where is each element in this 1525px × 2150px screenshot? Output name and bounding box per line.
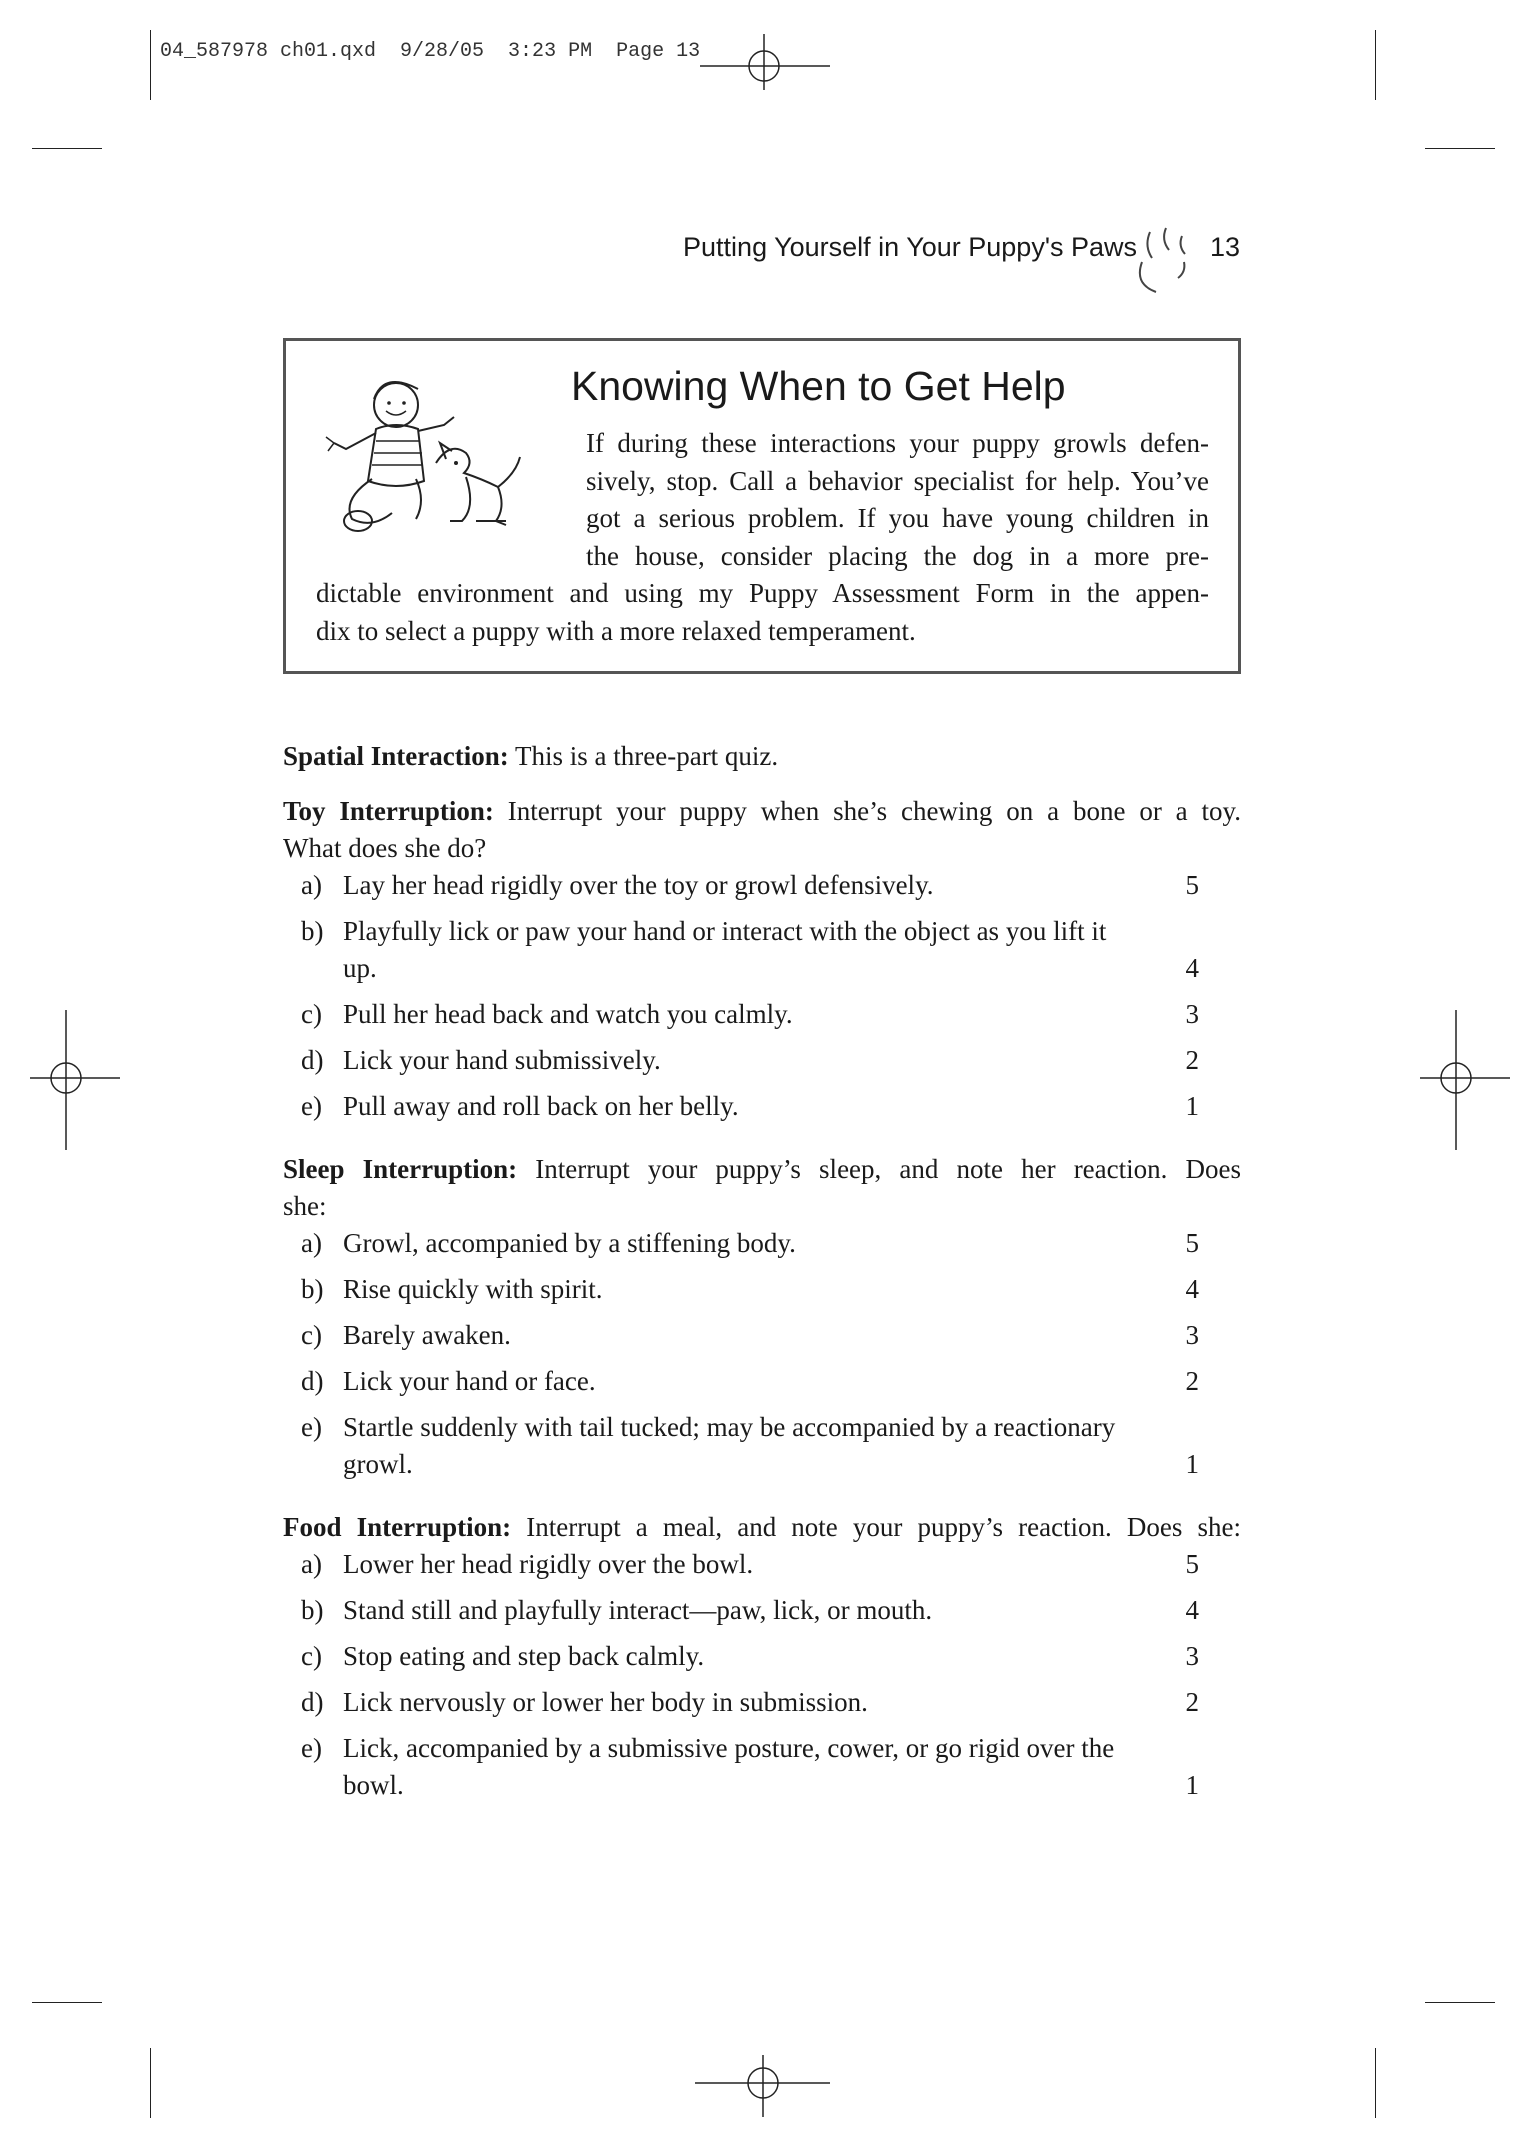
section-heading bbox=[283, 1509, 1241, 1546]
choice-item bbox=[283, 1042, 1241, 1079]
section-heading bbox=[283, 793, 1241, 867]
help-box-line: got a serious problem. If you have young children in bbox=[586, 503, 1209, 533]
section-heading bbox=[283, 1151, 1241, 1225]
choice-score: 1 bbox=[1185, 1091, 1199, 1121]
choice-item bbox=[283, 1638, 1241, 1675]
choice-score: 5 bbox=[1185, 1549, 1199, 1579]
help-sidebar-box bbox=[283, 338, 1241, 674]
choice-item bbox=[283, 996, 1241, 1033]
printer-slug: 04_587978 ch01.qxd 9/28/05 3:23 PM Page 13 bbox=[160, 40, 701, 63]
choice-score: 4 bbox=[1185, 1595, 1199, 1625]
choice-letter: c) bbox=[301, 1320, 322, 1350]
registration-mark-icon bbox=[30, 1010, 120, 1150]
registration-mark-icon bbox=[695, 2055, 830, 2117]
crop-mark bbox=[150, 30, 151, 100]
section-label: Sleep Interruption: bbox=[283, 1154, 518, 1184]
choice-list bbox=[283, 1225, 1241, 1483]
choice-text: Stop eating and step back calmly. bbox=[343, 1641, 705, 1671]
choice-score: 2 bbox=[1185, 1366, 1199, 1396]
choice-item bbox=[283, 1546, 1241, 1583]
crop-mark bbox=[32, 148, 102, 149]
spatial-interaction-text: This is a three-part quiz. bbox=[508, 741, 779, 771]
spatial-interaction-label: Spatial Interaction: bbox=[283, 741, 509, 771]
choice-text: Lay her head rigidly over the toy or growl defensively. bbox=[343, 870, 934, 900]
choice-item bbox=[283, 1592, 1241, 1629]
choice-text: Lick, accompanied by a submissive posture, cower, or go rigid over the bowl. bbox=[343, 1733, 1115, 1800]
section-intro-continued: What does she do? bbox=[283, 833, 487, 863]
choice-item bbox=[283, 1363, 1241, 1400]
registration-mark-icon bbox=[1420, 1010, 1510, 1150]
choice-letter: c) bbox=[301, 999, 322, 1029]
crop-mark bbox=[32, 2002, 102, 2003]
help-box-line: sively, stop. Call a behavior specialist for help. You’ve bbox=[586, 465, 1209, 496]
page-number: 13 bbox=[1209, 232, 1240, 262]
toy-interruption-section bbox=[283, 793, 1241, 1125]
section-label: Toy Interruption: bbox=[283, 796, 494, 826]
choice-letter: a) bbox=[301, 870, 322, 900]
choice-letter: b) bbox=[301, 916, 324, 946]
choice-list bbox=[283, 1546, 1241, 1804]
choice-score: 3 bbox=[1185, 1641, 1199, 1671]
registration-mark-icon bbox=[700, 32, 830, 92]
choice-score: 5 bbox=[1185, 1228, 1199, 1258]
choice-text: Rise quickly with spirit. bbox=[343, 1274, 603, 1304]
choice-text: Playfully lick or paw your hand or interact with the object as you lift it up. bbox=[343, 916, 1107, 983]
sleep-interruption-section bbox=[283, 1151, 1241, 1483]
choice-item bbox=[283, 1271, 1241, 1308]
crop-mark bbox=[1375, 2048, 1376, 2118]
section-intro-line bbox=[283, 1151, 1241, 1188]
choice-item bbox=[283, 1225, 1241, 1262]
crop-mark bbox=[1425, 2002, 1495, 2003]
section-intro-text: Interrupt a meal, and note your puppy’s reaction. Does she: bbox=[511, 1512, 1242, 1542]
food-interruption-section bbox=[283, 1509, 1241, 1804]
choice-item bbox=[283, 1684, 1241, 1721]
choice-letter: b) bbox=[301, 1274, 324, 1304]
choice-item bbox=[283, 867, 1241, 904]
paw-prints-icon bbox=[1122, 222, 1218, 294]
choice-text: Lick nervously or lower her body in submission. bbox=[343, 1687, 868, 1717]
choice-text: Lick your hand or face. bbox=[343, 1366, 596, 1396]
choice-score: 5 bbox=[1185, 870, 1199, 900]
section-label: Food Interruption: bbox=[283, 1512, 512, 1542]
choice-item bbox=[283, 1409, 1241, 1483]
choice-letter: e) bbox=[301, 1412, 322, 1442]
spatial-interaction-intro bbox=[283, 738, 1241, 775]
choice-score: 1 bbox=[1185, 1770, 1199, 1800]
running-head-title: Putting Yourself in Your Puppy's Paws bbox=[683, 232, 1137, 262]
help-box-heading: Knowing When to Get Help bbox=[571, 363, 1066, 409]
choice-score: 3 bbox=[1185, 999, 1199, 1029]
choice-letter: d) bbox=[301, 1045, 324, 1075]
choice-text: Pull away and roll back on her belly. bbox=[343, 1091, 739, 1121]
section-intro-line bbox=[283, 793, 1241, 830]
choice-letter: a) bbox=[301, 1228, 322, 1258]
help-box-line: If during these interactions your puppy growls defen- bbox=[586, 428, 1209, 458]
crop-mark bbox=[1425, 148, 1495, 149]
choice-item bbox=[283, 1317, 1241, 1354]
help-box-line: the house, consider placing the dog in a more pre- bbox=[586, 540, 1209, 571]
help-box-body bbox=[316, 425, 1209, 650]
choice-letter: b) bbox=[301, 1595, 324, 1625]
choice-letter: d) bbox=[301, 1366, 324, 1396]
choice-text: Growl, accompanied by a stiffening body. bbox=[343, 1228, 796, 1258]
choice-text: Lower her head rigidly over the bowl. bbox=[343, 1549, 754, 1579]
choice-text: Lick your hand submissively. bbox=[343, 1045, 661, 1075]
choice-letter: a) bbox=[301, 1549, 322, 1579]
choice-score: 2 bbox=[1185, 1045, 1199, 1075]
choice-score: 1 bbox=[1185, 1449, 1199, 1479]
choice-item bbox=[283, 1088, 1241, 1125]
choice-text: Stand still and playfully interact—paw, lick, or mouth. bbox=[343, 1595, 933, 1625]
section-intro-text: Interrupt your puppy when she’s chewing on a bone or a toy. bbox=[493, 796, 1242, 826]
choice-list bbox=[283, 867, 1241, 1125]
choice-letter: c) bbox=[301, 1641, 322, 1671]
choice-text: Barely awaken. bbox=[343, 1320, 511, 1350]
choice-score: 4 bbox=[1185, 953, 1199, 983]
choice-text: Startle suddenly with tail tucked; may be accompanied by a reactionary growl. bbox=[343, 1412, 1116, 1479]
choice-score: 4 bbox=[1185, 1274, 1199, 1304]
section-intro-text: Interrupt your puppy’s sleep, and note her reaction. Does bbox=[517, 1154, 1241, 1184]
choice-score: 2 bbox=[1185, 1687, 1199, 1717]
choice-item bbox=[283, 1730, 1241, 1804]
help-box-line: dix to select a puppy with a more relaxed temperament. bbox=[316, 615, 916, 646]
choice-letter: e) bbox=[301, 1733, 322, 1763]
choice-text: Pull her head back and watch you calmly. bbox=[343, 999, 793, 1029]
choice-letter: e) bbox=[301, 1091, 322, 1121]
quiz-content bbox=[283, 738, 1241, 1813]
section-intro-continued: she: bbox=[283, 1191, 327, 1221]
help-box-line: dictable environment and using my Puppy Assessment Form in the appen- bbox=[316, 578, 1209, 608]
choice-item bbox=[283, 913, 1241, 987]
section-intro-line bbox=[283, 1509, 1241, 1546]
crop-mark bbox=[150, 2048, 151, 2118]
crop-mark bbox=[1375, 30, 1376, 100]
choice-score: 3 bbox=[1185, 1320, 1199, 1350]
running-head bbox=[520, 230, 1240, 290]
choice-letter: d) bbox=[301, 1687, 324, 1717]
